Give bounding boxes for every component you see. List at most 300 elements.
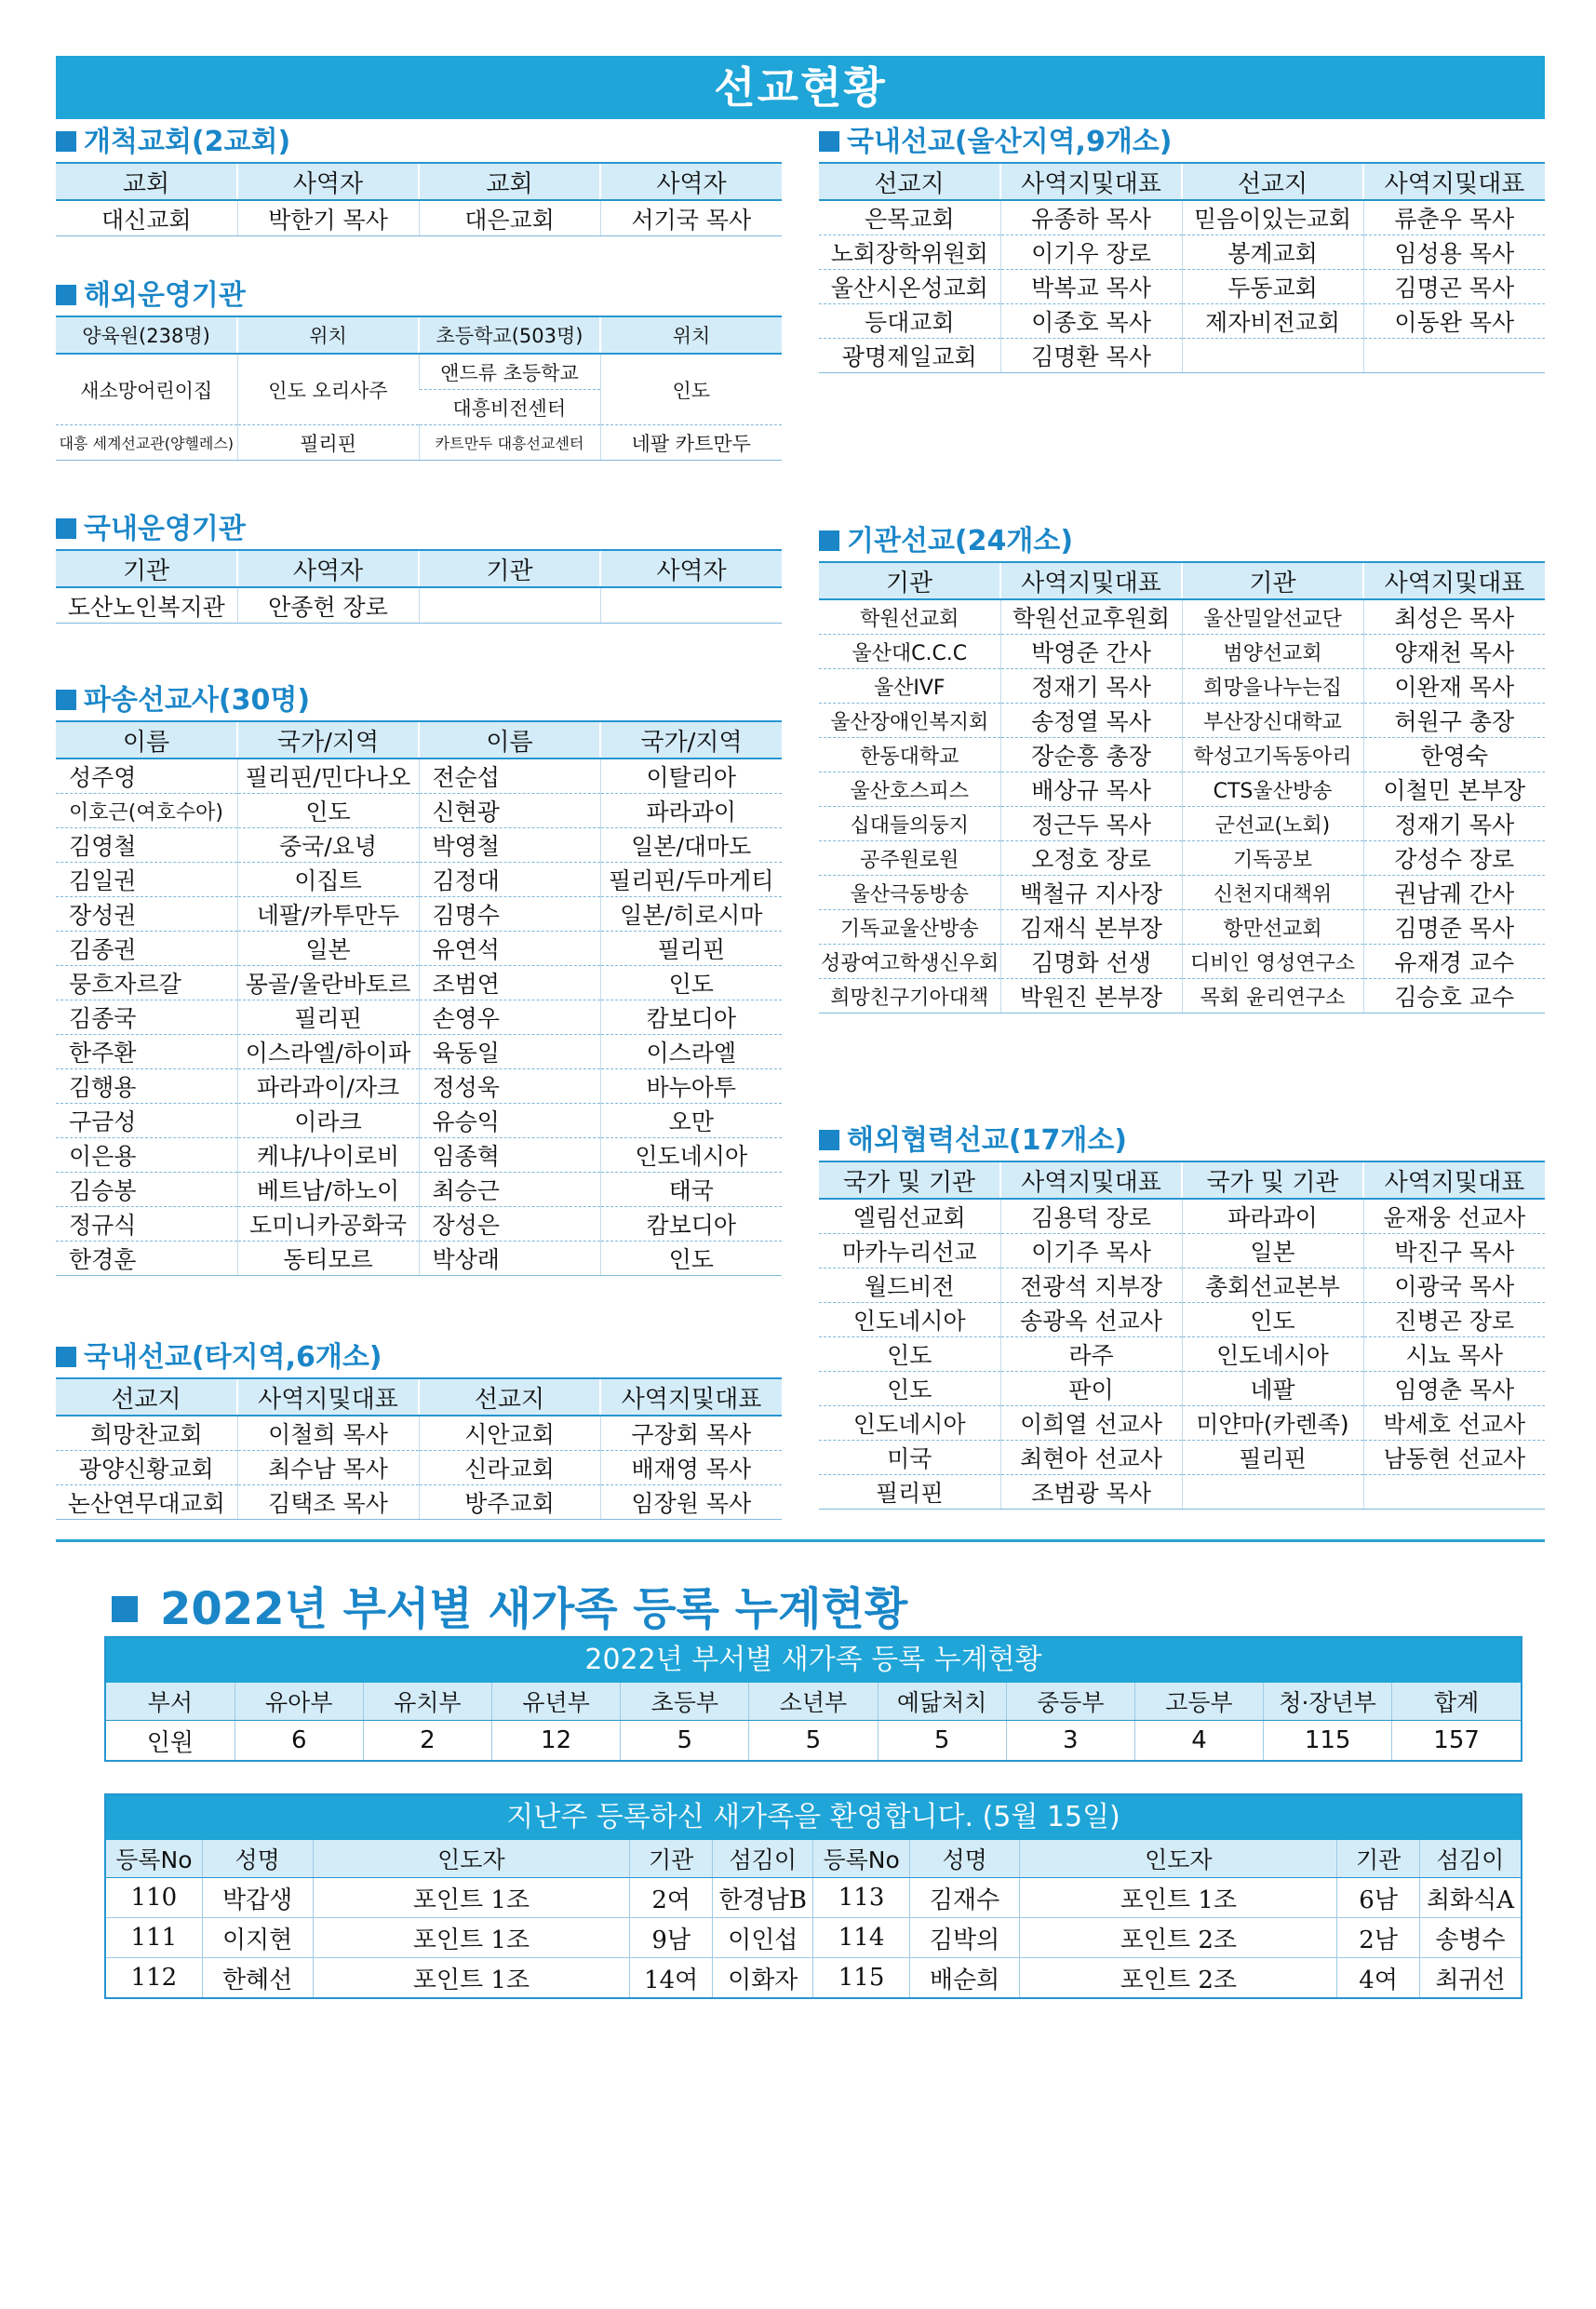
table-cell: 이화자 (713, 1958, 813, 1998)
table-cell: 필리핀 (1182, 1441, 1363, 1475)
table-row (819, 841, 1545, 876)
table-cell: 5 (878, 1721, 1006, 1761)
table-cell: 믿음이있는교회 (1182, 200, 1363, 235)
table-row (819, 945, 1545, 979)
table-cell: 4여 (1337, 1958, 1420, 1998)
col-header: 사역자 (600, 550, 782, 587)
table-cell: 파라과이 (1182, 1199, 1363, 1234)
table-row (56, 1000, 782, 1035)
table-row (819, 599, 1545, 635)
table-cell: 시뇨 목사 (1363, 1337, 1545, 1372)
table-cell: 캄보디아 (600, 1000, 782, 1035)
table-row (106, 1878, 1521, 1918)
table-cell: 배상규 목사 (1000, 772, 1182, 807)
col-header: 사역지및대표 (1000, 163, 1182, 200)
table-cell: 몽골/울란바토르 (237, 966, 419, 1000)
pioneer-section (56, 123, 782, 236)
table-row (56, 794, 782, 828)
col-header: 소년부 (749, 1683, 878, 1721)
table-cell: 포인트 1조 (313, 1958, 630, 1998)
col-header: 합계 (1392, 1683, 1521, 1721)
table-row (56, 1069, 782, 1104)
table-cell: 일본/히로시마 (600, 897, 782, 932)
table-cell: 임영춘 목사 (1363, 1372, 1545, 1406)
table-cell: 장성권 (56, 897, 237, 932)
table-cell: 한동대학교 (819, 738, 1000, 772)
table-cell: 2여 (630, 1878, 713, 1918)
table-cell: 희망을나누는집 (1182, 669, 1363, 704)
table-cell: 임장원 목사 (600, 1485, 782, 1520)
table-cell: 남동현 선교사 (1363, 1441, 1545, 1475)
table-cell: 바누아투 (600, 1069, 782, 1104)
table-cell: 신천지대책위 (1182, 876, 1363, 910)
domestic-inst-table (56, 549, 782, 624)
table-row (56, 1104, 782, 1138)
table-cell: 유종하 목사 (1000, 200, 1182, 235)
table-cell: 안종헌 장로 (237, 587, 419, 624)
table-cell: 은목교회 (819, 200, 1000, 235)
table-row (819, 304, 1545, 339)
table-cell: 한혜선 (202, 1958, 313, 1998)
table-row (106, 1918, 1521, 1958)
table-cell: 이은용 (56, 1138, 237, 1173)
table-cell: 부산장신대학교 (1182, 704, 1363, 738)
overseas-coop-table (819, 1161, 1545, 1510)
table-cell: 이탈리아 (600, 758, 782, 794)
table-cell: 112 (130, 1964, 178, 1992)
table-cell: 한경훈 (56, 1242, 237, 1276)
table-cell (419, 587, 600, 624)
table-cell: 5 (749, 1721, 878, 1761)
table-cell: 최성은 목사 (1363, 599, 1545, 635)
table-cell: 구장회 목사 (600, 1416, 782, 1451)
table-cell: 유연석 (419, 932, 600, 966)
table-cell: 네팔/카투만두 (237, 897, 419, 932)
table-cell: 도미니카공화국 (237, 1207, 419, 1242)
table-cell: 인도 (819, 1372, 1000, 1406)
table-cell: 김일권 (56, 863, 237, 897)
table-cell: 110 (106, 1878, 202, 1918)
table-cell: 인도 (1182, 1303, 1363, 1337)
col-header: 초등부 (621, 1683, 749, 1721)
section-title: 국내운영기관 (56, 510, 782, 549)
table-row (56, 966, 782, 1000)
table-row (56, 1242, 782, 1276)
table-cell: 9남 (630, 1918, 713, 1958)
table-cell: 울산IVF (819, 669, 1000, 704)
col-header: 기관 (1337, 1840, 1420, 1878)
table-cell: 인도네시아 (1182, 1337, 1363, 1372)
table-row (819, 807, 1545, 841)
table-cell: 장순흥 총장 (1000, 738, 1182, 772)
table-cell: 박영철 (419, 828, 600, 863)
domestic-ulsan-section (819, 123, 1545, 373)
table-cell: 최수남 목사 (237, 1451, 419, 1485)
table-cell: 울산극동방송 (819, 876, 1000, 910)
table-cell: 육동일 (419, 1035, 600, 1069)
table-cell: 인도 (600, 354, 782, 425)
table-row (819, 1269, 1545, 1303)
domestic-ulsan-table (819, 162, 1545, 373)
table-cell: CTS울산방송 (1182, 772, 1363, 807)
table-cell: 정재기 목사 (1363, 807, 1545, 841)
table-cell: 한영숙 (1363, 738, 1545, 772)
domestic-other-section (56, 1338, 782, 1520)
table-cell: 허원구 총장 (1363, 704, 1545, 738)
table-cell: 배순희 (909, 1958, 1020, 1998)
col-header: 성명 (909, 1840, 1020, 1878)
col-header: 사역지및대표 (1363, 163, 1545, 200)
sent-missionaries-section (56, 681, 782, 1276)
table-cell: 정규식 (56, 1207, 237, 1242)
table-cell: 일본 (1182, 1234, 1363, 1269)
table-cell: 일본 (237, 932, 419, 966)
table-cell: 박갑생 (202, 1878, 313, 1918)
table-cell: 최승근 (419, 1173, 600, 1207)
table-cell: 최화식A (1420, 1878, 1521, 1918)
table-cell: 희망찬교회 (56, 1416, 237, 1451)
table-cell (1363, 1475, 1545, 1510)
col-header: 청·장년부 (1264, 1683, 1392, 1721)
table-row (819, 738, 1545, 772)
table-cell: 5 (621, 1721, 749, 1761)
table-cell: 6남 (1337, 1878, 1420, 1918)
table-cell: 필리핀/민다나오 (237, 758, 419, 794)
table-cell: 학원선교후원회 (1000, 599, 1182, 635)
page-banner: 선교현황 (56, 56, 1545, 119)
table-cell: 김명곤 목사 (1363, 270, 1545, 304)
table-cell: 장성은 (419, 1207, 600, 1242)
section-title: 해외운영기관 (56, 276, 782, 315)
col-header: 사역지및대표 (237, 1378, 419, 1416)
table-cell: 이기우 장로 (1000, 235, 1182, 270)
table-cell: 이완재 목사 (1363, 669, 1545, 704)
table-cell: 14여 (630, 1958, 713, 1998)
table-cell: 4 (1134, 1721, 1263, 1761)
table-cell: 박상래 (419, 1242, 600, 1276)
table-cell: 115 (1264, 1721, 1392, 1761)
overseas-inst-section (56, 276, 782, 461)
col-header: 선교지 (1182, 163, 1363, 200)
table-cell: 봉계교회 (1182, 235, 1363, 270)
col-header: 유치부 (363, 1683, 491, 1721)
table-cell: 포인트 2조 (1020, 1918, 1337, 1958)
col-header: 교회 (56, 163, 237, 200)
table-cell: 조범연 (419, 966, 600, 1000)
table-cell: 울산장애인복지회 (819, 704, 1000, 738)
table-cell: 인도 오리사주 (237, 354, 419, 425)
sent-missionaries-table (56, 720, 782, 1276)
table-cell: 6 (235, 1721, 363, 1761)
table-row (819, 1441, 1545, 1475)
table-cell: 이철희 목사 (237, 1416, 419, 1451)
table-cell: 기독교울산방송 (819, 910, 1000, 945)
table-cell: 이종호 목사 (1000, 304, 1182, 339)
section-title: 파송선교사(30명) (56, 681, 782, 720)
table-row (56, 932, 782, 966)
table-cell: 새소망어린이집 (56, 354, 237, 425)
table-cell: 파라과이 (600, 794, 782, 828)
table-cell: 김재수 (909, 1878, 1020, 1918)
table-cell: 월드비전 (819, 1269, 1000, 1303)
table-cell: 케냐/나이로비 (237, 1138, 419, 1173)
registration-box-title: 2022년 부서별 새가족 등록 누계현황 (106, 1638, 1521, 1683)
table-cell: 한주환 (56, 1035, 237, 1069)
table-cell: 동티모르 (237, 1242, 419, 1276)
table-cell: 울산호스피스 (819, 772, 1000, 807)
col-header: 사역지및대표 (1363, 1161, 1545, 1199)
table-cell: 포인트 2조 (1020, 1958, 1337, 1998)
table-cell: 113 (813, 1878, 909, 1918)
table-cell: 캄보디아 (600, 1207, 782, 1242)
table-cell: 김택조 목사 (237, 1485, 419, 1520)
table-cell: 강성수 장로 (1363, 841, 1545, 876)
table-cell: 필리핀/두마게티 (600, 863, 782, 897)
col-header: 기관 (419, 550, 600, 587)
col-header: 위치 (237, 316, 419, 354)
table-cell: 윤재웅 선교사 (1363, 1199, 1545, 1234)
table-row (819, 635, 1545, 669)
col-header: 사역지및대표 (1363, 562, 1545, 599)
table-cell: 3 (1006, 1721, 1134, 1761)
col-header: 유년부 (492, 1683, 621, 1721)
table-cell: 전광석 지부장 (1000, 1269, 1182, 1303)
table-cell: 대신교회 (56, 200, 237, 236)
table-cell: 희망친구기아대책 (819, 979, 1000, 1014)
col-header: 선교지 (56, 1378, 237, 1416)
table-cell: 광양신황교회 (56, 1451, 237, 1485)
table-cell: 2 (363, 1721, 491, 1761)
table-cell: 양재천 목사 (1363, 635, 1545, 669)
section-title: 기관선교(24개소) (819, 522, 1545, 561)
section-divider (56, 1539, 1545, 1542)
table-cell: 115 (813, 1958, 909, 1998)
table-cell: 정근두 목사 (1000, 807, 1182, 841)
table-cell: 김명환 목사 (1000, 339, 1182, 373)
col-header: 성명 (202, 1840, 313, 1878)
table-cell: 이동완 목사 (1363, 304, 1545, 339)
table-cell: 엘림선교회 (819, 1199, 1000, 1234)
table-cell: 백철규 지사장 (1000, 876, 1182, 910)
table-cell: 송병수 (1420, 1918, 1521, 1958)
table-cell: 공주원로원 (819, 841, 1000, 876)
table-cell: 유재경 교수 (1363, 945, 1545, 979)
col-header: 중등부 (1006, 1683, 1134, 1721)
table-row (819, 1406, 1545, 1441)
table-cell: 정재기 목사 (1000, 669, 1182, 704)
col-header: 섬김이 (1420, 1840, 1521, 1878)
table-row (819, 200, 1545, 235)
table-cell: 이집트 (237, 863, 419, 897)
table-cell: 학원선교회 (819, 599, 1000, 635)
square-bullet-icon (56, 518, 76, 539)
table-cell: 학성고기독동아리 (1182, 738, 1363, 772)
table-cell: 김종국 (56, 1000, 237, 1035)
table-row (56, 863, 782, 897)
square-bullet-icon (56, 131, 76, 152)
table-cell: 논산연무대교회 (56, 1485, 237, 1520)
welcome-table (106, 1840, 1521, 1997)
table-cell: 항만선교회 (1182, 910, 1363, 945)
col-header: 이름 (56, 721, 237, 758)
registration-box (104, 1636, 1522, 1762)
domestic-inst-section (56, 510, 782, 624)
registration-table (106, 1683, 1521, 1760)
table-cell: 서기국 목사 (600, 200, 782, 236)
table-cell: 노회장학위원회 (819, 235, 1000, 270)
table-cell: 인도네시아 (600, 1138, 782, 1173)
table-cell: 뭉흐자르갈 (56, 966, 237, 1000)
table-cell: 시안교회 (419, 1416, 600, 1451)
table-cell: 성주영 (56, 758, 237, 794)
col-header: 위치 (600, 316, 782, 354)
table-cell: 신현광 (419, 794, 600, 828)
table-cell: 김승호 교수 (1363, 979, 1545, 1014)
table-cell: 필리핀 (237, 1000, 419, 1035)
table-row (56, 200, 782, 236)
col-header: 국가/지역 (600, 721, 782, 758)
table-cell: 태국 (600, 1173, 782, 1207)
table-cell: 박세호 선교사 (1363, 1406, 1545, 1441)
domestic-other-table (56, 1377, 782, 1520)
table-cell: 군선교(노회) (1182, 807, 1363, 841)
col-header: 양육원(238명) (56, 316, 237, 354)
table-cell: 손영우 (419, 1000, 600, 1035)
table-cell: 베트남/하노이 (237, 1173, 419, 1207)
table-cell: 필리핀 (819, 1475, 1000, 1510)
table-cell: 김용덕 장로 (1000, 1199, 1182, 1234)
table-cell: 박원진 본부장 (1000, 979, 1182, 1014)
table-row (819, 1372, 1545, 1406)
table-row (819, 270, 1545, 304)
table-cell: 111 (106, 1918, 202, 1958)
table-cell: 대은교회 (419, 200, 600, 236)
table-row (56, 1173, 782, 1207)
table-row (819, 1234, 1545, 1269)
table-cell: 인도네시아 (819, 1303, 1000, 1337)
table-cell: 네팔 카트만두 (600, 425, 782, 461)
table-cell: 김종권 (56, 932, 237, 966)
square-bullet-icon (56, 285, 76, 305)
table-row (819, 1199, 1545, 1234)
table-row (106, 1958, 1521, 1998)
table-cell: 157 (1392, 1721, 1521, 1761)
table-row (819, 910, 1545, 945)
table-cell: 김재식 본부장 (1000, 910, 1182, 945)
col-header: 기관 (1182, 562, 1363, 599)
table-cell: 일본/대마도 (600, 828, 782, 863)
col-header: 사역지및대표 (1000, 562, 1182, 599)
table-cell: 오정호 장로 (1000, 841, 1182, 876)
table-cell: 전순섭 (419, 758, 600, 794)
table-cell: 제자비전교회 (1182, 304, 1363, 339)
table-cell: 라주 (1000, 1337, 1182, 1372)
table-cell: 오만 (600, 1104, 782, 1138)
table-cell: 최귀선 (1420, 1958, 1521, 1998)
col-header: 고등부 (1134, 1683, 1263, 1721)
table-cell: 이인섭 (713, 1918, 813, 1958)
table-row (819, 704, 1545, 738)
col-header: 유아부 (235, 1683, 363, 1721)
table-cell: 카트만두 대흥선교센터 (419, 425, 600, 461)
table-cell: 구금성 (56, 1104, 237, 1138)
table-row (56, 1035, 782, 1069)
table-row (819, 1303, 1545, 1337)
table-cell: 신라교회 (419, 1451, 600, 1485)
square-bullet-icon (819, 1130, 839, 1150)
table-cell: 앤드류 초등학교 (419, 354, 600, 390)
col-header: 등록No (813, 1840, 909, 1878)
col-header: 사역지및대표 (1000, 1161, 1182, 1199)
table-cell: 마카누리선교 (819, 1234, 1000, 1269)
table-row (56, 1485, 782, 1520)
section-title: 국내선교(타지역,6개소) (56, 1338, 782, 1377)
table-cell: 십대들의둥지 (819, 807, 1000, 841)
table-row (56, 828, 782, 863)
square-bullet-icon (112, 1596, 138, 1622)
table-cell (600, 587, 782, 624)
welcome-box-title: 지난주 등록하신 새가족을 환영합니다. (5월 15일) (106, 1795, 1521, 1840)
table-row (819, 772, 1545, 807)
table-cell: 김승봉 (56, 1173, 237, 1207)
table-cell: 진병곤 장로 (1363, 1303, 1545, 1337)
table-cell: 이스라엘 (600, 1035, 782, 1069)
col-header: 기관 (630, 1840, 713, 1878)
section-title: 해외협력선교(17개소) (819, 1121, 1545, 1161)
table-row (56, 587, 782, 624)
table-cell: 총회선교본부 (1182, 1269, 1363, 1303)
table-cell: 김명수 (419, 897, 600, 932)
agency-mission-section (819, 522, 1545, 1014)
col-header: 이름 (419, 721, 600, 758)
col-header: 선교지 (419, 1378, 600, 1416)
table-cell: 박영준 간사 (1000, 635, 1182, 669)
table-row (819, 979, 1545, 1014)
col-header: 등록No (106, 1840, 202, 1878)
table-row (819, 1475, 1545, 1510)
agency-mission-table (819, 561, 1545, 1014)
table-cell: 등대교회 (819, 304, 1000, 339)
table-cell: 송정열 목사 (1000, 704, 1182, 738)
table-cell: 포인트 1조 (1020, 1878, 1337, 1918)
col-header: 초등학교(503명) (419, 316, 600, 354)
table-row (56, 1138, 782, 1173)
square-bullet-icon (819, 530, 839, 551)
table-cell: 방주교회 (419, 1485, 600, 1520)
table-cell: 대흥 세계선교관(양헬레스) (56, 425, 237, 461)
col-header: 사역자 (237, 163, 419, 200)
table-cell: 인원 (146, 1728, 194, 1757)
table-row (819, 1337, 1545, 1372)
overseas-inst-table (56, 315, 782, 461)
table-cell: 김정대 (419, 863, 600, 897)
table-cell: 박복교 목사 (1000, 270, 1182, 304)
table-cell: 권남궤 간사 (1363, 876, 1545, 910)
table-cell: 김명화 선생 (1000, 945, 1182, 979)
table-cell: 배재영 목사 (600, 1451, 782, 1485)
table-cell: 이라크 (237, 1104, 419, 1138)
col-header: 예닮처치 (878, 1683, 1006, 1721)
table-cell: 울산대C.C.C (819, 635, 1000, 669)
table-cell: 114 (813, 1918, 909, 1958)
table-cell: 박진구 목사 (1363, 1234, 1545, 1269)
table-row (56, 1451, 782, 1485)
col-header: 사역자 (600, 163, 782, 200)
table-cell: 한경남B (713, 1878, 813, 1918)
section-title: 국내선교(울산지역,9개소) (819, 123, 1545, 162)
square-bullet-icon (56, 1347, 76, 1367)
table-cell: 네팔 (1182, 1372, 1363, 1406)
